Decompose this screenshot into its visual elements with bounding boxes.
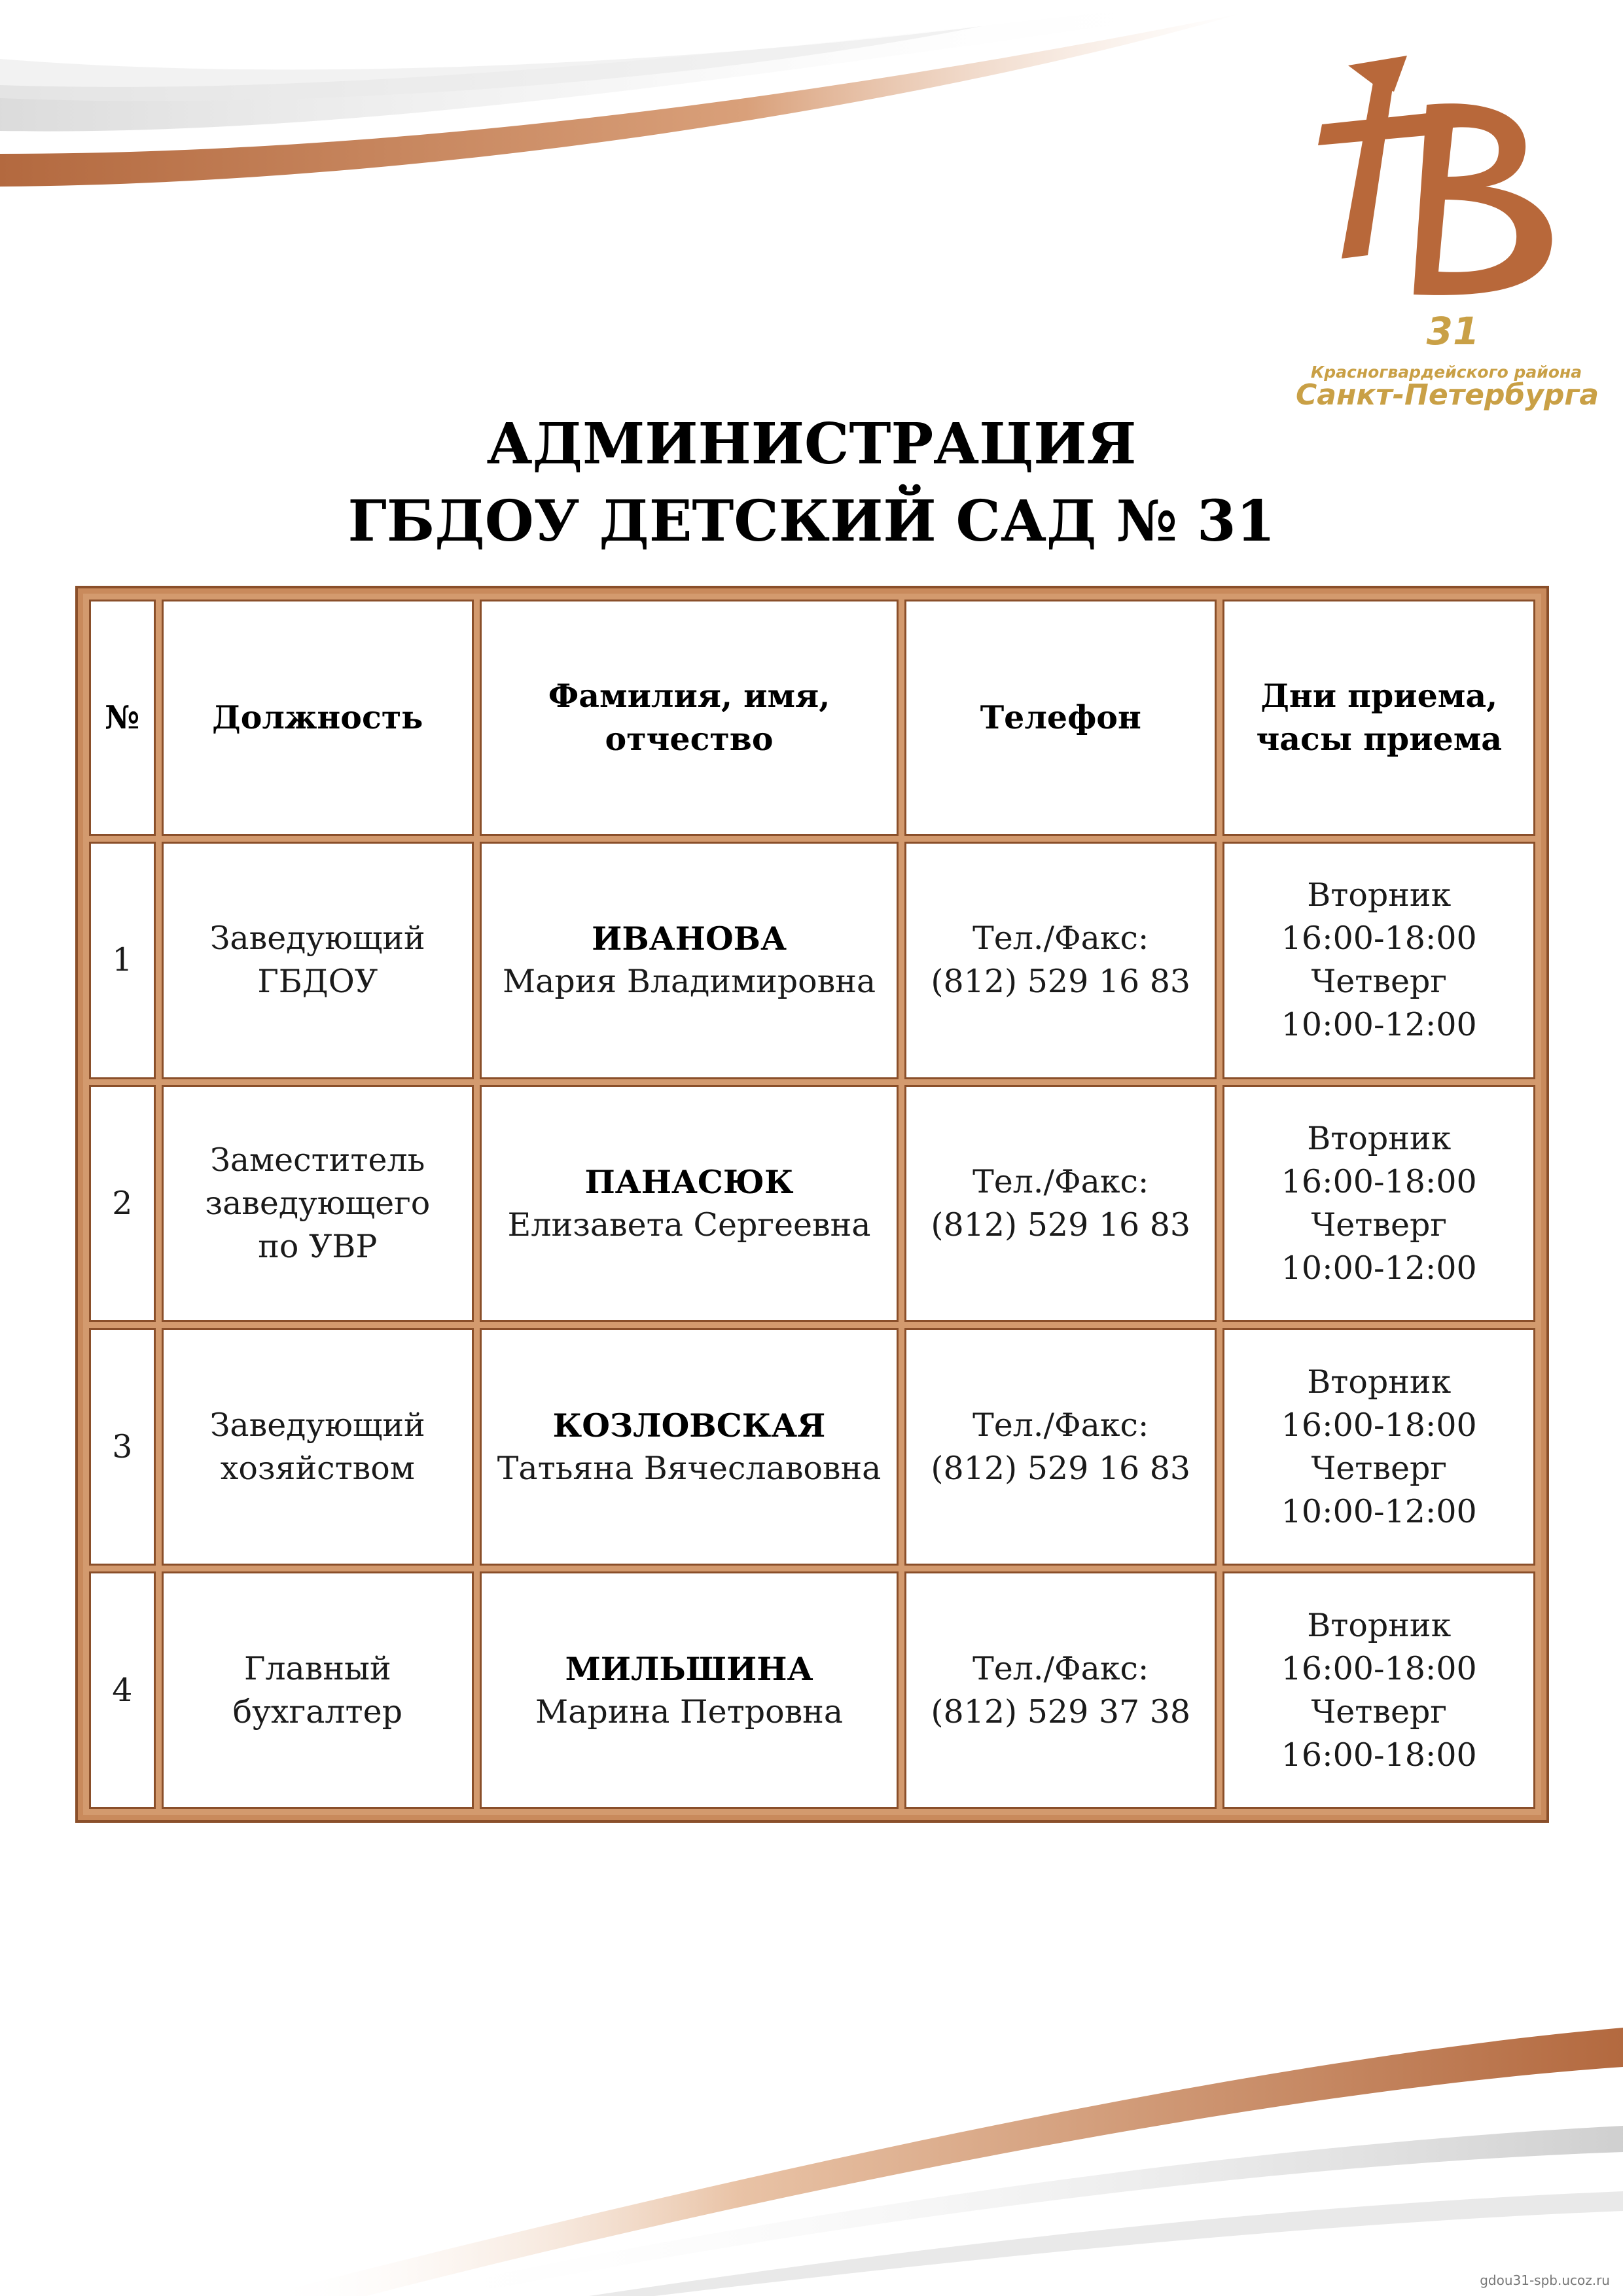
header-name-line1: Фамилия, имя, [548, 677, 830, 715]
position-line: Заведующий [209, 920, 425, 958]
header-hours-line1: Дни приема, [1260, 677, 1498, 715]
position-line: хозяйством [220, 1449, 415, 1487]
hours-line: Вторник [1307, 1119, 1452, 1157]
hours-line: 10:00-12:00 [1281, 1006, 1477, 1044]
header-num: № [89, 600, 156, 836]
hours-line: Вторник [1307, 1363, 1452, 1401]
position-line: заведующего [205, 1184, 431, 1222]
phone-number: (812) 529 16 83 [931, 1449, 1191, 1487]
header-phone: Телефон [904, 600, 1217, 836]
table-row [89, 842, 1535, 1079]
given-names: Елизавета Сергеевна [507, 1206, 871, 1244]
logo-number: 31 [1426, 309, 1480, 353]
surname: КОЗЛОВСКАЯ [552, 1406, 826, 1444]
table-header-row [89, 600, 1535, 836]
footer-url: gdou31-spb.ucoz.ru [1480, 2272, 1610, 2288]
row-name [480, 1571, 899, 1809]
hours-line: 16:00-18:00 [1281, 1406, 1477, 1444]
row-num: 3 [89, 1328, 156, 1566]
row-position [162, 1328, 474, 1566]
hours-line: Вторник [1307, 876, 1452, 914]
title-line-1: АДМИНИСТРАЦИЯ [486, 411, 1137, 477]
row-name [480, 842, 899, 1079]
row-position [162, 1571, 474, 1809]
surname: МИЛЬШИНА [565, 1649, 813, 1688]
row-hours [1222, 1328, 1535, 1566]
hours-line: 10:00-12:00 [1281, 1492, 1477, 1530]
bottom-swoosh-decoration [0, 1929, 1623, 2296]
position-line: Заведующий [209, 1406, 425, 1444]
position-line: Заместитель [210, 1141, 425, 1179]
table-row [89, 1571, 1535, 1809]
row-num: 1 [89, 842, 156, 1079]
row-num: 2 [89, 1085, 156, 1323]
hours-line: 10:00-12:00 [1281, 1249, 1477, 1287]
hours-line: 16:00-18:00 [1281, 1649, 1477, 1687]
logo [1296, 39, 1597, 419]
position-line: ГБДОУ [257, 963, 378, 1001]
header-position: Должность [162, 600, 474, 836]
given-names: Марина Петровна [535, 1693, 844, 1731]
hours-line: Четверг [1311, 1449, 1448, 1487]
row-hours [1222, 1085, 1535, 1323]
table-row [89, 1328, 1535, 1566]
header-hours-line2: часы приема [1256, 720, 1503, 759]
hours-line: Четверг [1311, 1206, 1448, 1244]
row-phone [904, 1328, 1217, 1566]
header-name [480, 600, 899, 836]
hours-line: Вторник [1307, 1606, 1452, 1644]
position-line: Главный [243, 1649, 391, 1687]
hours-line: 16:00-18:00 [1281, 1162, 1477, 1200]
row-position [162, 842, 474, 1079]
row-phone [904, 1085, 1217, 1323]
row-phone [904, 1571, 1217, 1809]
row-position [162, 1085, 474, 1323]
row-hours [1222, 842, 1535, 1079]
phone-label: Тел./Факс: [972, 920, 1149, 958]
header-hours [1222, 600, 1535, 836]
phone-label: Тел./Факс: [972, 1649, 1149, 1687]
position-line: бухгалтер [232, 1693, 403, 1731]
hours-line: Четверг [1311, 1693, 1448, 1731]
yat-letter-logo-icon [1296, 39, 1597, 314]
administration-table-frame [75, 586, 1549, 1823]
hours-line: 16:00-18:00 [1281, 920, 1477, 958]
header-name-line2: отчество [605, 720, 774, 759]
given-names: Татьяна Вячеславовна [497, 1449, 882, 1487]
phone-number: (812) 529 16 83 [931, 1206, 1191, 1244]
row-name [480, 1085, 899, 1323]
phone-label: Тел./Факс: [972, 1406, 1149, 1444]
row-name [480, 1328, 899, 1566]
table-row [89, 1085, 1535, 1323]
logo-district-text: Красногвардейского района [1310, 363, 1582, 382]
row-num: 4 [89, 1571, 156, 1809]
surname: ИВАНОВА [592, 920, 787, 958]
row-phone [904, 842, 1217, 1079]
surname: ПАНАСЮК [584, 1162, 794, 1201]
logo-city-text: Санкт-Петербурга [1296, 378, 1599, 412]
hours-line: Четверг [1311, 963, 1448, 1001]
given-names: Мария Владимировна [502, 963, 876, 1001]
page-title [0, 406, 1623, 560]
phone-number: (812) 529 37 38 [931, 1693, 1191, 1731]
phone-label: Тел./Факс: [972, 1162, 1149, 1200]
administration-table [83, 594, 1541, 1815]
hours-line: 16:00-18:00 [1281, 1736, 1477, 1774]
title-line-2: ГБДОУ ДЕТСКИЙ САД № 31 [348, 488, 1275, 554]
position-line: по УВР [258, 1227, 378, 1265]
row-hours [1222, 1571, 1535, 1809]
phone-number: (812) 529 16 83 [931, 963, 1191, 1001]
